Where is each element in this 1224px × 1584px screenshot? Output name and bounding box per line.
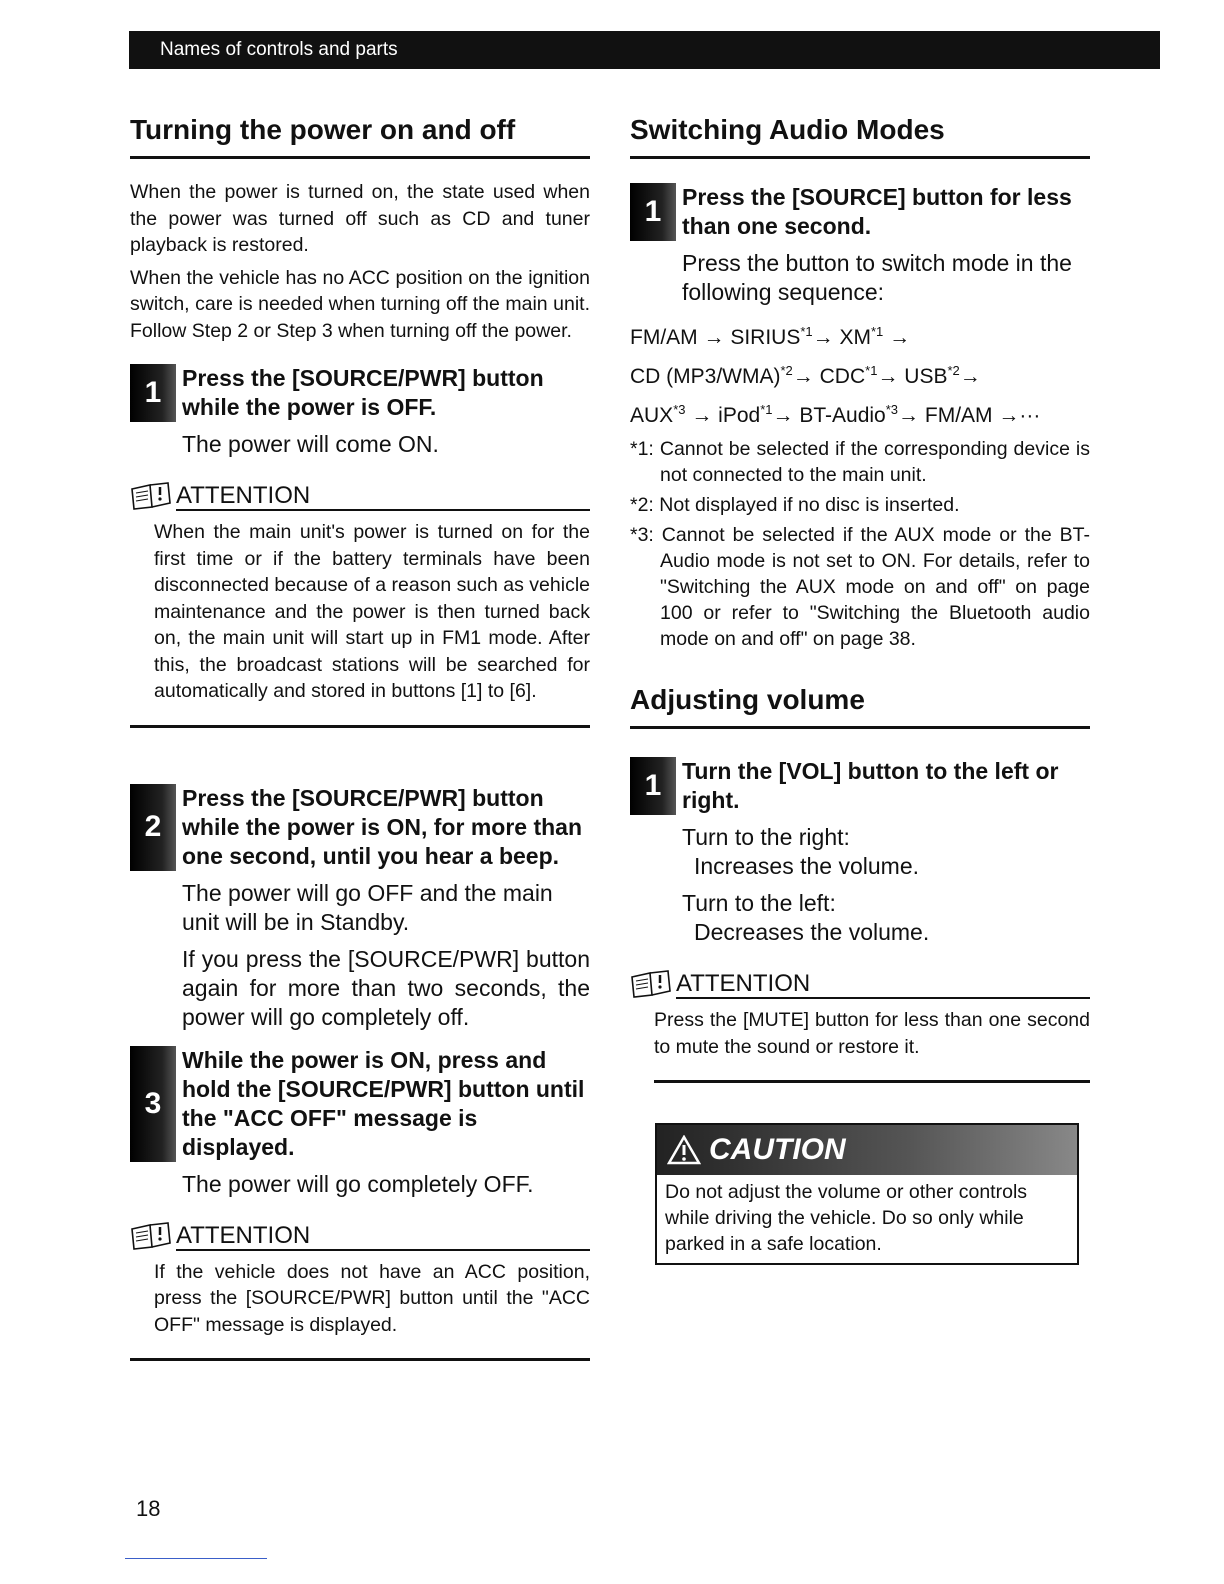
attention-label: ATTENTION [176,483,590,511]
attention-header [130,1221,590,1251]
attention-book-icon [130,1221,176,1251]
arrow-icon: → [792,365,814,388]
footnote-ref: *1 [865,363,878,378]
volume-section-title: Adjusting volume [630,678,1090,729]
page-number: 18 [136,1496,161,1521]
step-title: Press the [SOURCE] button for less than one second. [682,184,1072,239]
mode-ipod: iPod [718,404,761,427]
step-title: Press the [SOURCE/PWR] button while the power is OFF. [182,365,544,420]
arrow-icon: → [998,404,1020,427]
power-step-3 [130,1046,590,1162]
footnote: *3: Cannot be selected if the AUX mode or the BT-Audio mode is not set to ON. For details, refer to "Switching the AUX mode on and off" on page 100 or refer to "Switching the Bluetooth audio mode on and off" on page 38. [630,524,1090,650]
step-body-text: The power will go completely OFF. [182,1170,534,1197]
arrow-icon: → [959,365,981,388]
step-body [182,1170,590,1199]
warning-triangle-icon [667,1135,701,1165]
footnotes [630,436,1090,652]
mode-aux: AUX [630,404,674,427]
step-title: While the power is ON, press and hold the [SOURCE/PWR] button until the "ACC OFF" message is displayed. [182,1046,585,1160]
turn-left-text: Decreases the volume. [694,919,930,945]
footnote-ref: *3 [673,402,686,417]
mode-cdc: CDC [819,365,866,388]
footnote-ref: *2 [947,363,960,378]
attention-text: Press the [MUTE] button for less than one second to mute the sound or restore it. [654,1009,1090,1058]
power-step-1 [130,364,590,422]
step-number-badge: 1 [630,183,676,241]
arrow-icon: → [812,326,834,349]
step-body [182,430,590,459]
power-intro-paragraph-2: When the vehicle has no ACC position on the ignition switch, care is needed when turning off the main unit. Follow Step 2 or Step 3 when turning off the power. [130,266,590,342]
step-number-badge: 1 [630,757,676,815]
step-number-badge: 3 [130,1046,176,1162]
section-divider [654,1080,1090,1083]
arrow-icon: → [877,365,899,388]
turn-right-text: Increases the volume. [694,853,920,879]
turn-right-label: Turn to the right: [682,824,850,850]
attention-label: ATTENTION [176,1223,590,1251]
mode-sirius: SIRIUS [730,326,801,349]
footnote-ref: *1 [871,324,884,339]
right-column [630,108,1090,1265]
section-header-bar [129,31,1160,69]
attention-text: If the vehicle does not have an ACC position, press the [SOURCE/PWR] button until the "ACC OFF" message is displayed. [154,1260,590,1336]
footnote-ref: *3 [885,402,899,417]
section-header-label: Names of controls and parts [160,39,398,60]
attention-header [630,969,1090,999]
step-number-badge: 2 [130,784,176,871]
power-intro-paragraph-1: When the power is turned on, the state used when the power was turned off such as CD and tuner playback is restored. [130,181,590,256]
audio-mode-sequence [630,315,1090,432]
footnote-ref: *1 [800,324,813,339]
audio-section-title: Switching Audio Modes [630,108,1090,159]
arrow-icon: → [703,326,725,349]
footnote: *1: Cannot be selected if the corresponding device is not connected to the main unit. [630,438,1090,486]
caution-header [657,1125,1077,1175]
attention-label: ATTENTION [676,971,1090,999]
footnote-ref: *2 [780,363,793,378]
step-title: Turn the [VOL] button to the left or right. [682,758,1059,813]
power-section-title: Turning the power on and off [130,108,590,159]
arrow-icon: → [889,326,911,349]
step-body [182,879,590,1032]
caution-label: CAUTION [709,1133,846,1166]
mode-fmam: FM/AM [630,326,698,349]
ellipsis: ··· [1019,404,1041,427]
attention-text: When the main unit's power is turned on for the first time or if the battery terminals have been disconnected because of a reason such as vehicle maintenance and the power is then turned back on, the main unit will start up in FM1 mode. After this, the broadcast stations will be searched for automatically and stored in buttons [1] to [6]. [154,521,590,702]
audio-step-1 [630,183,1090,241]
arrow-icon: → [898,404,920,427]
arrow-icon: → [772,404,794,427]
step-body-text: The power will go OFF and the main unit will be in Standby. [182,879,553,935]
attention-header [130,481,590,511]
caution-box [655,1123,1079,1265]
section-divider [130,1358,590,1361]
arrow-icon: → [691,404,713,427]
footnote-ref: *1 [760,402,773,417]
mode-bt-audio: BT-Audio [799,404,886,427]
mode-cd: CD (MP3/WMA) [630,365,781,388]
attention-book-icon [630,969,676,999]
step-title: Press the [SOURCE/PWR] button while the power is ON, for more than one second, until you hear a beep. [182,784,582,869]
turn-left-label: Turn to the left: [682,890,836,916]
step-body [682,249,1090,307]
mode-xm: XM [839,326,871,349]
footnote: *2: Not displayed if no disc is inserted. [630,494,960,516]
step-body-text: The power will come ON. [182,431,439,457]
left-column [130,108,590,1361]
volume-step-1 [630,757,1090,815]
footer-line [125,1558,267,1559]
step-number-badge: 1 [130,364,176,422]
step-body-text: Press the button to switch mode in the following sequence: [682,250,1072,305]
attention-book-icon [130,481,176,511]
caution-text: Do not adjust the volume or other controls while driving the vehicle. Do so only while parked in a safe location. [665,1181,1028,1255]
mode-fmam: FM/AM [924,404,993,427]
step-body-text: If you press the [SOURCE/PWR] button again for more than two seconds, the power will go completely off. [182,945,590,1030]
mode-usb: USB [904,365,948,388]
power-step-2 [130,784,590,871]
step-body [682,823,1090,947]
